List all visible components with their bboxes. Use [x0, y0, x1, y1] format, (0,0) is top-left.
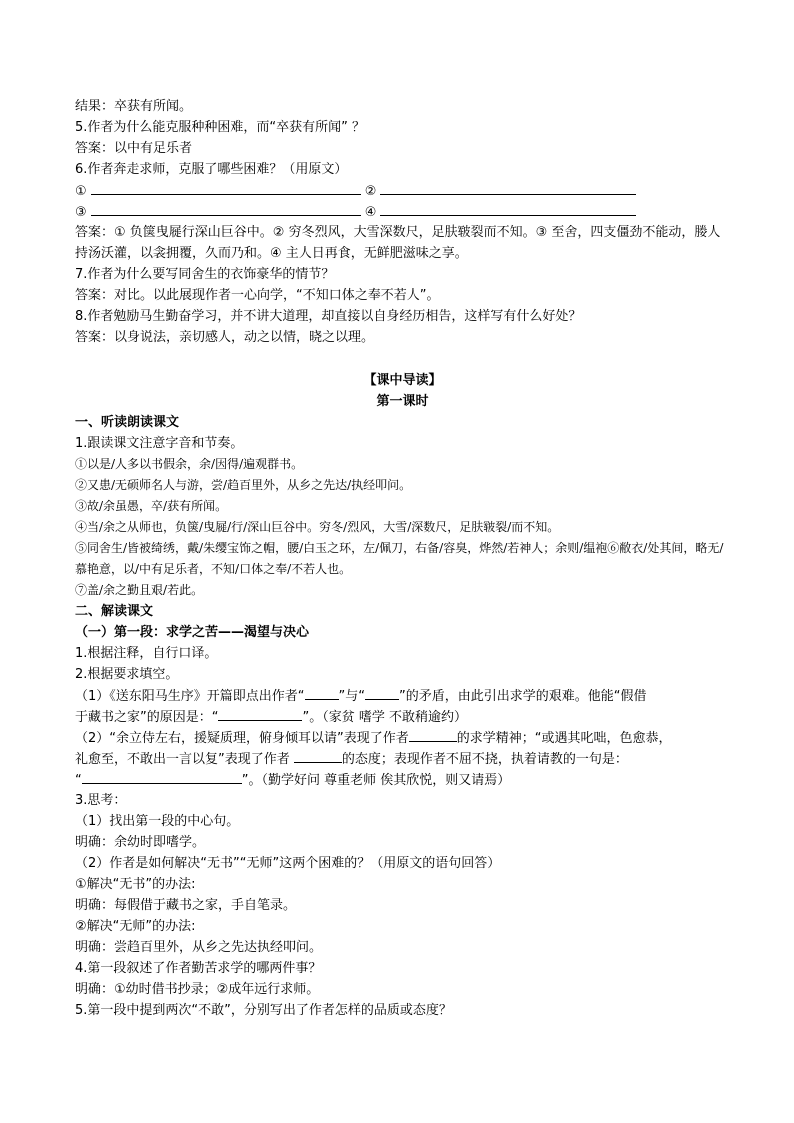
fill-2-line-2: 礼愈至，不敢出一言以复”表现了作者 的态度；表现作者不屈不挠，执着请教的一句是：	[75, 748, 730, 769]
think-1-answer: 明确：余幼时即嗜学。	[75, 835, 206, 850]
answer-7: 答案：对比。以此展现作者一心向学，“不知口体之奉不若人”。	[75, 288, 440, 303]
question-7: 7.作者为什么要写同舍生的衣饰豪华的情节？	[75, 267, 335, 282]
part1-item1: 1.跟读课文注意字音和节奏。	[75, 436, 244, 451]
answer-6: 答案：① 负箧曳屣行深山巨谷中。② 穷冬烈风，大雪深数尺，足肤皲裂而不知。③ 至舍，四支僵劲不能动，媵人持汤沃灌，以衾拥覆，久而乃和。④ 主人日再食，无鲜肥滋味之享。	[75, 225, 721, 261]
fill-1-line-1: （1）《送东阳马生序》开篇即点出作者“ ”与“ ”的矛盾，由此引出求学的艰难。他能“假借	[75, 685, 730, 706]
fill-2-line-1: （2）“余立侍左右，援疑质理，俯身倾耳以请”表现了作者 的求学精神；“或遇其叱咄，色愈恭，	[75, 727, 730, 748]
question-5: 5.作者为什么能克服种种困难，而“卒获有所闻” ？	[75, 120, 366, 135]
circle-1: ①	[75, 184, 87, 199]
answer-8: 答案：以身说法，亲切感人，动之以情，晓之以理。	[75, 330, 375, 345]
fill-blank-2[interactable]	[365, 685, 399, 700]
lesson-title: 第一课时	[376, 394, 429, 409]
blank-line-2[interactable]	[380, 180, 636, 195]
blank-line-1[interactable]	[91, 180, 361, 195]
part2-item3: 3.思考：	[75, 793, 127, 808]
fill-blank-4[interactable]	[409, 727, 457, 742]
circle-2: ②	[364, 184, 377, 199]
reading-line-2: ②又患/无硕师名人与游，尝/趋百里外，从乡之先达/执经叩问。	[75, 478, 412, 492]
circle-4: ④	[364, 205, 377, 220]
part1-heading: 一、听读朗读课文	[75, 415, 180, 430]
circle-3: ③	[75, 205, 87, 220]
part2-item5: 5.第一段中提到两次“不敢”，分别写出了作者怎样的品质或态度？	[75, 1003, 452, 1018]
think-2-a: ①解决“无书”的办法:	[75, 877, 196, 892]
blank-line-4[interactable]	[380, 201, 636, 216]
blank-row-1	[75, 180, 730, 201]
part2-item4: 4.第一段叙述了作者勤苦求学的哪两件事？	[75, 961, 322, 976]
think-2-d: 明确：尝趋百里外，从乡之先达执经叩问。	[75, 940, 323, 955]
fill-blank-6[interactable]	[82, 769, 242, 784]
fill-1-line-2: 于藏书之家”的原因是：“ ”。（家贫 嗜学 不敢稍逾约）	[75, 706, 730, 727]
answer-5: 答案：以中有足乐者	[75, 141, 193, 156]
part2-item2: 2.根据要求填空。	[75, 667, 179, 682]
part2-heading: 二、解读课文	[75, 604, 154, 619]
think-2: （2）作者是如何解决“无书”“无师”这两个困难的？（用原文的语句回答）	[75, 856, 501, 871]
reading-line-7: ⑦盖/余之勤且艰/若此。	[75, 583, 204, 597]
document-page	[75, 96, 730, 1021]
fill-2-line-3: “ ”。（勤学好问 尊重老师 俟其欣悦，则又请焉）	[75, 769, 730, 790]
fill-blank-5[interactable]	[294, 748, 342, 763]
reading-line-5: ⑤同舍生/皆被绮绣，戴/朱缨宝饰之帽，腰/白玉之环，左/佩刀，右备/容臭，烨然/若神人；余则/缊袍⑥敝衣/处其间，略无/慕艳意，以/中有足乐者，不知/口体之奉/不若人也。	[75, 541, 724, 576]
question-6: 6.作者奔走求师，克服了哪些困难？（用原文）	[75, 162, 348, 177]
blank-row-2	[75, 201, 730, 222]
section-title: 【课中导读】	[363, 373, 442, 388]
blank-line-3[interactable]	[91, 201, 361, 216]
think-2-b: 明确：每假借于藏书之家，手自笔录。	[75, 898, 297, 913]
part2-item1: 1.根据注释，自行口译。	[75, 646, 218, 661]
part2-item4-answer: 明确：①幼时借书抄录；②成年远行求师。	[75, 982, 320, 997]
reading-line-1: ①以是/人多以书假余，余/因得/遍观群书。	[75, 457, 304, 471]
fill-blank-1[interactable]	[305, 685, 339, 700]
think-1: （1）找出第一段的中心句。	[75, 814, 240, 829]
result-line: 结果：卒获有所闻。	[75, 99, 193, 114]
part2-sub1: （一）第一段：求学之苦——渴望与决心	[75, 625, 310, 640]
fill-blank-3[interactable]	[218, 706, 302, 721]
reading-line-3: ③故/余虽愚，卒/获有所闻。	[75, 499, 228, 513]
reading-line-4: ④当/余之从师也，负箧/曳屣/行/深山巨谷中。穷冬/烈风，大雪/深数尺，足肤皲裂/而不知。	[75, 520, 560, 534]
question-8: 8.作者勉励马生勤奋学习，并不讲大道理，却直接以自身经历相告，这样写有什么好处？	[75, 309, 582, 324]
think-2-c: ②解决“无师”的办法:	[75, 919, 196, 934]
